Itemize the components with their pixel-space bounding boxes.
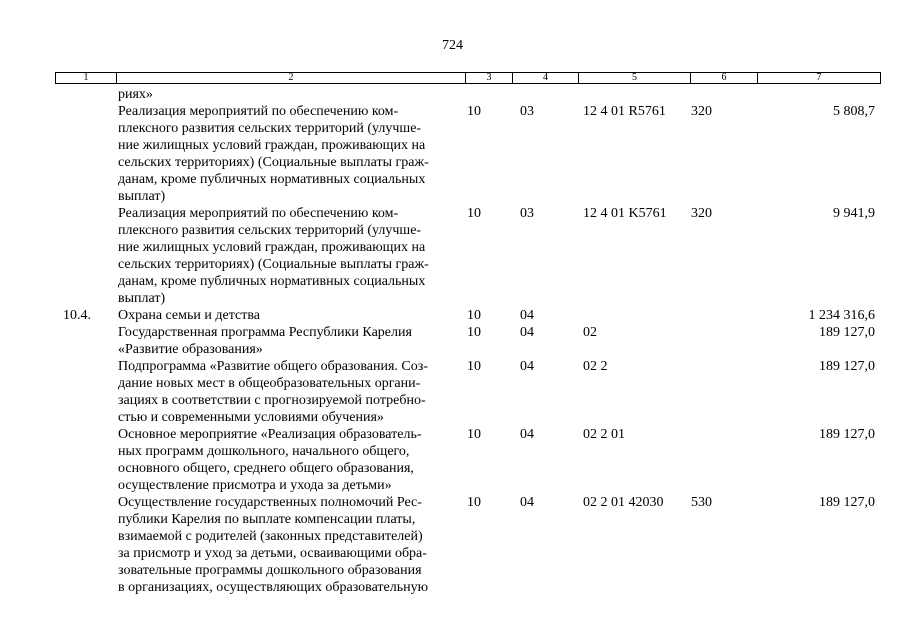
column-number: 1 xyxy=(56,73,117,84)
section-number xyxy=(55,358,116,426)
table-row xyxy=(55,358,880,426)
target-article-code: 02 2 01 xyxy=(583,427,625,442)
item-description: Подпрограмма «Развитие общего образования. Соз- дание новых мест в общеобразовательных органи- зациях в соответствии с прогнозируемой потребно- стью и современными условиями обучения» xyxy=(118,359,428,425)
column-number: 4 xyxy=(513,73,579,84)
column-number: 7 xyxy=(758,73,881,84)
item-description: Государственная программа Республики Карелия «Развитие образования» xyxy=(118,325,412,357)
expense-type-code: 320 xyxy=(691,104,712,119)
subsection-code: 04 xyxy=(520,308,534,323)
table-row xyxy=(55,307,880,324)
section-number xyxy=(55,103,116,205)
section-number xyxy=(55,205,116,307)
section-number xyxy=(55,494,116,596)
section-code: 10 xyxy=(467,308,481,323)
expense-type-code xyxy=(690,86,757,103)
amount: 5 808,7 xyxy=(833,104,875,119)
item-description: Охрана семьи и детства xyxy=(118,308,260,323)
section-number xyxy=(55,324,116,358)
section-number: 10.4. xyxy=(63,308,91,323)
expense-type-code: 320 xyxy=(691,206,712,221)
section-number xyxy=(55,86,116,103)
amount: 1 234 316,6 xyxy=(808,308,875,323)
section-code: 10 xyxy=(467,427,481,442)
amount: 189 127,0 xyxy=(819,359,875,374)
amount xyxy=(757,86,880,103)
item-description: Основное мероприятие «Реализация образователь- ных программ дошкольного, начального общего, основного общего, среднего общего образования, осуществление присмотра и ухода за детьми» xyxy=(118,427,422,493)
subsection-code: 04 xyxy=(520,495,534,510)
table-row xyxy=(55,103,880,205)
target-article-code: 02 2 01 42030 xyxy=(583,495,664,510)
section-code: 10 xyxy=(467,206,481,221)
amount: 189 127,0 xyxy=(819,427,875,442)
target-article-code: 12 4 01 K5761 xyxy=(583,206,667,221)
amount: 9 941,9 xyxy=(833,206,875,221)
section-code: 10 xyxy=(467,495,481,510)
column-number: 5 xyxy=(579,73,691,84)
amount: 189 127,0 xyxy=(819,495,875,510)
item-description: рияx» xyxy=(118,87,153,102)
item-description: Реализация мероприятий по обеспечению ком- плексного развития сельских территорий (улучше- ние жилищных условий граждан, проживающих на сельских территориях) (Социальные выплаты граж- данам, кроме публичных нормативных социальных выплат) xyxy=(118,206,429,306)
section-code: 10 xyxy=(467,359,481,374)
table-row xyxy=(55,324,880,358)
expense-type-code: 530 xyxy=(691,495,712,510)
expense-type-code xyxy=(690,358,757,426)
column-header-table xyxy=(55,72,881,84)
subsection-code: 04 xyxy=(520,427,534,442)
budget-table-body xyxy=(55,86,880,596)
column-number: 3 xyxy=(466,73,513,84)
budget-table xyxy=(55,86,880,596)
target-article-code: 02 2 xyxy=(583,359,608,374)
section-code: 10 xyxy=(467,325,481,340)
subsection-code: 04 xyxy=(520,325,534,340)
target-article-code: 02 xyxy=(583,325,597,340)
item-description: Реализация мероприятий по обеспечению ком- плексного развития сельских территорий (улучше- ние жилищных условий граждан, проживающих на сельских территориях) (Социальные выплаты граж- данам, кроме публичных нормативных социальных выплат) xyxy=(118,104,429,204)
table-row xyxy=(55,86,880,103)
amount: 189 127,0 xyxy=(819,325,875,340)
page-number: 724 xyxy=(442,38,463,53)
column-number: 2 xyxy=(117,73,466,84)
section-number xyxy=(55,426,116,494)
expense-type-code xyxy=(690,324,757,358)
expense-type-code xyxy=(690,426,757,494)
subsection-code xyxy=(512,86,578,103)
subsection-code: 03 xyxy=(520,104,534,119)
table-row xyxy=(55,205,880,307)
section-code xyxy=(465,86,512,103)
target-article-code xyxy=(578,86,690,103)
target-article-code xyxy=(578,307,690,324)
column-number-row xyxy=(56,73,881,84)
expense-type-code xyxy=(690,307,757,324)
target-article-code: 12 4 01 R5761 xyxy=(583,104,666,119)
table-row xyxy=(55,494,880,596)
subsection-code: 04 xyxy=(520,359,534,374)
column-number: 6 xyxy=(691,73,758,84)
section-code: 10 xyxy=(467,104,481,119)
table-row xyxy=(55,426,880,494)
subsection-code: 03 xyxy=(520,206,534,221)
item-description: Осуществление государственных полномочий Рес- публики Карелия по выплате компенсации платы, взимаемой с родителей (законных представителей) за присмотр и уход за детьми, осваивающими обра- зовательные программы дошкольного образования в организациях, осуществляющих образовательную xyxy=(118,495,429,595)
